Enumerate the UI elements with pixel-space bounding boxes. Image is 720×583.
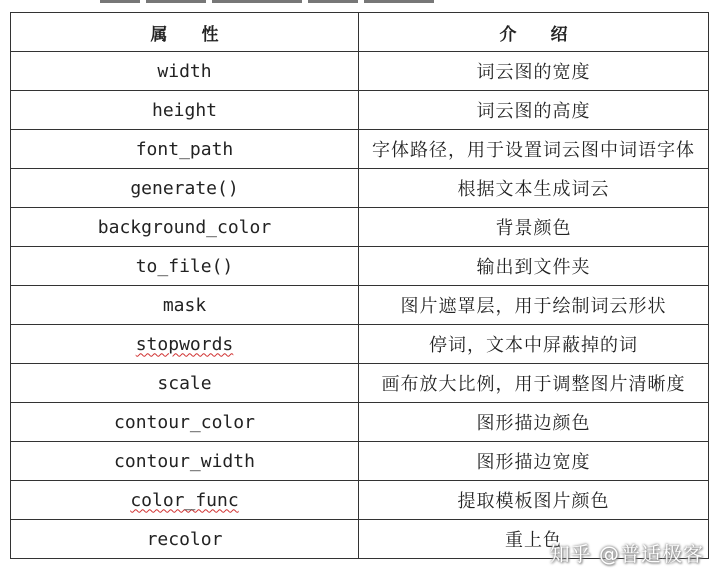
table-row	[11, 208, 709, 247]
attribute-name-cell	[11, 130, 359, 169]
attribute-name-cell	[11, 169, 359, 208]
attribute-description: 图片遮罩层，用于绘制词云形状	[359, 286, 709, 325]
table-header-row	[11, 13, 709, 52]
attribute-name: generate()	[130, 177, 239, 199]
attribute-name-cell	[11, 286, 359, 325]
attribute-description: 重上色	[359, 520, 709, 559]
header-description: 介 绍	[359, 13, 709, 52]
attribute-name-cell	[11, 403, 359, 442]
table-row	[11, 442, 709, 481]
attribute-name-cell	[11, 520, 359, 559]
table-row	[11, 286, 709, 325]
attribute-name-cell	[11, 247, 359, 286]
attribute-name: mask	[162, 294, 207, 316]
attribute-name-cell	[11, 52, 359, 91]
table-row	[11, 169, 709, 208]
table-body	[11, 52, 709, 559]
attribute-name: stopwords	[135, 333, 234, 355]
attribute-name: scale	[157, 372, 212, 394]
table-row	[11, 403, 709, 442]
table-row	[11, 91, 709, 130]
watermark: 知乎 @普适极客	[549, 542, 704, 566]
table-row	[11, 130, 709, 169]
attribute-description: 词云图的宽度	[359, 52, 709, 91]
table-row	[11, 364, 709, 403]
attribute-name-cell	[11, 91, 359, 130]
attribute-description: 图形描边宽度	[359, 442, 709, 481]
attribute-description: 字体路径，用于设置词云图中词语字体	[359, 130, 709, 169]
attribute-name-cell	[11, 325, 359, 364]
attribute-name: height	[151, 99, 218, 121]
attribute-name: to_file()	[135, 255, 234, 277]
attribute-name: background_color	[97, 216, 272, 238]
attribute-name: contour_width	[114, 450, 255, 472]
attribute-name-cell	[11, 442, 359, 481]
attribute-name: width	[157, 60, 212, 82]
attribute-description: 词云图的高度	[359, 91, 709, 130]
table-row	[11, 325, 709, 364]
attribute-name: color_func	[130, 489, 239, 511]
attribute-name: font_path	[135, 138, 234, 160]
cropped-text-fragment	[100, 0, 480, 5]
attribute-description: 输出到文件夹	[359, 247, 709, 286]
attribute-name-cell	[11, 481, 359, 520]
attribute-description: 根据文本生成词云	[359, 169, 709, 208]
attribute-name-cell	[11, 208, 359, 247]
header-attribute: 属 性	[11, 13, 359, 52]
table-row	[11, 481, 709, 520]
table-row	[11, 247, 709, 286]
attribute-description: 停词，文本中屏蔽掉的词	[359, 325, 709, 364]
attribute-name: recolor	[146, 528, 223, 550]
attribute-description: 图形描边颜色	[359, 403, 709, 442]
attribute-table	[10, 12, 709, 559]
attribute-name-cell	[11, 364, 359, 403]
attribute-description: 背景颜色	[359, 208, 709, 247]
table-row	[11, 52, 709, 91]
attribute-description: 画布放大比例，用于调整图片清晰度	[359, 364, 709, 403]
attribute-description: 提取模板图片颜色	[359, 481, 709, 520]
attribute-name: contour_color	[114, 411, 255, 433]
